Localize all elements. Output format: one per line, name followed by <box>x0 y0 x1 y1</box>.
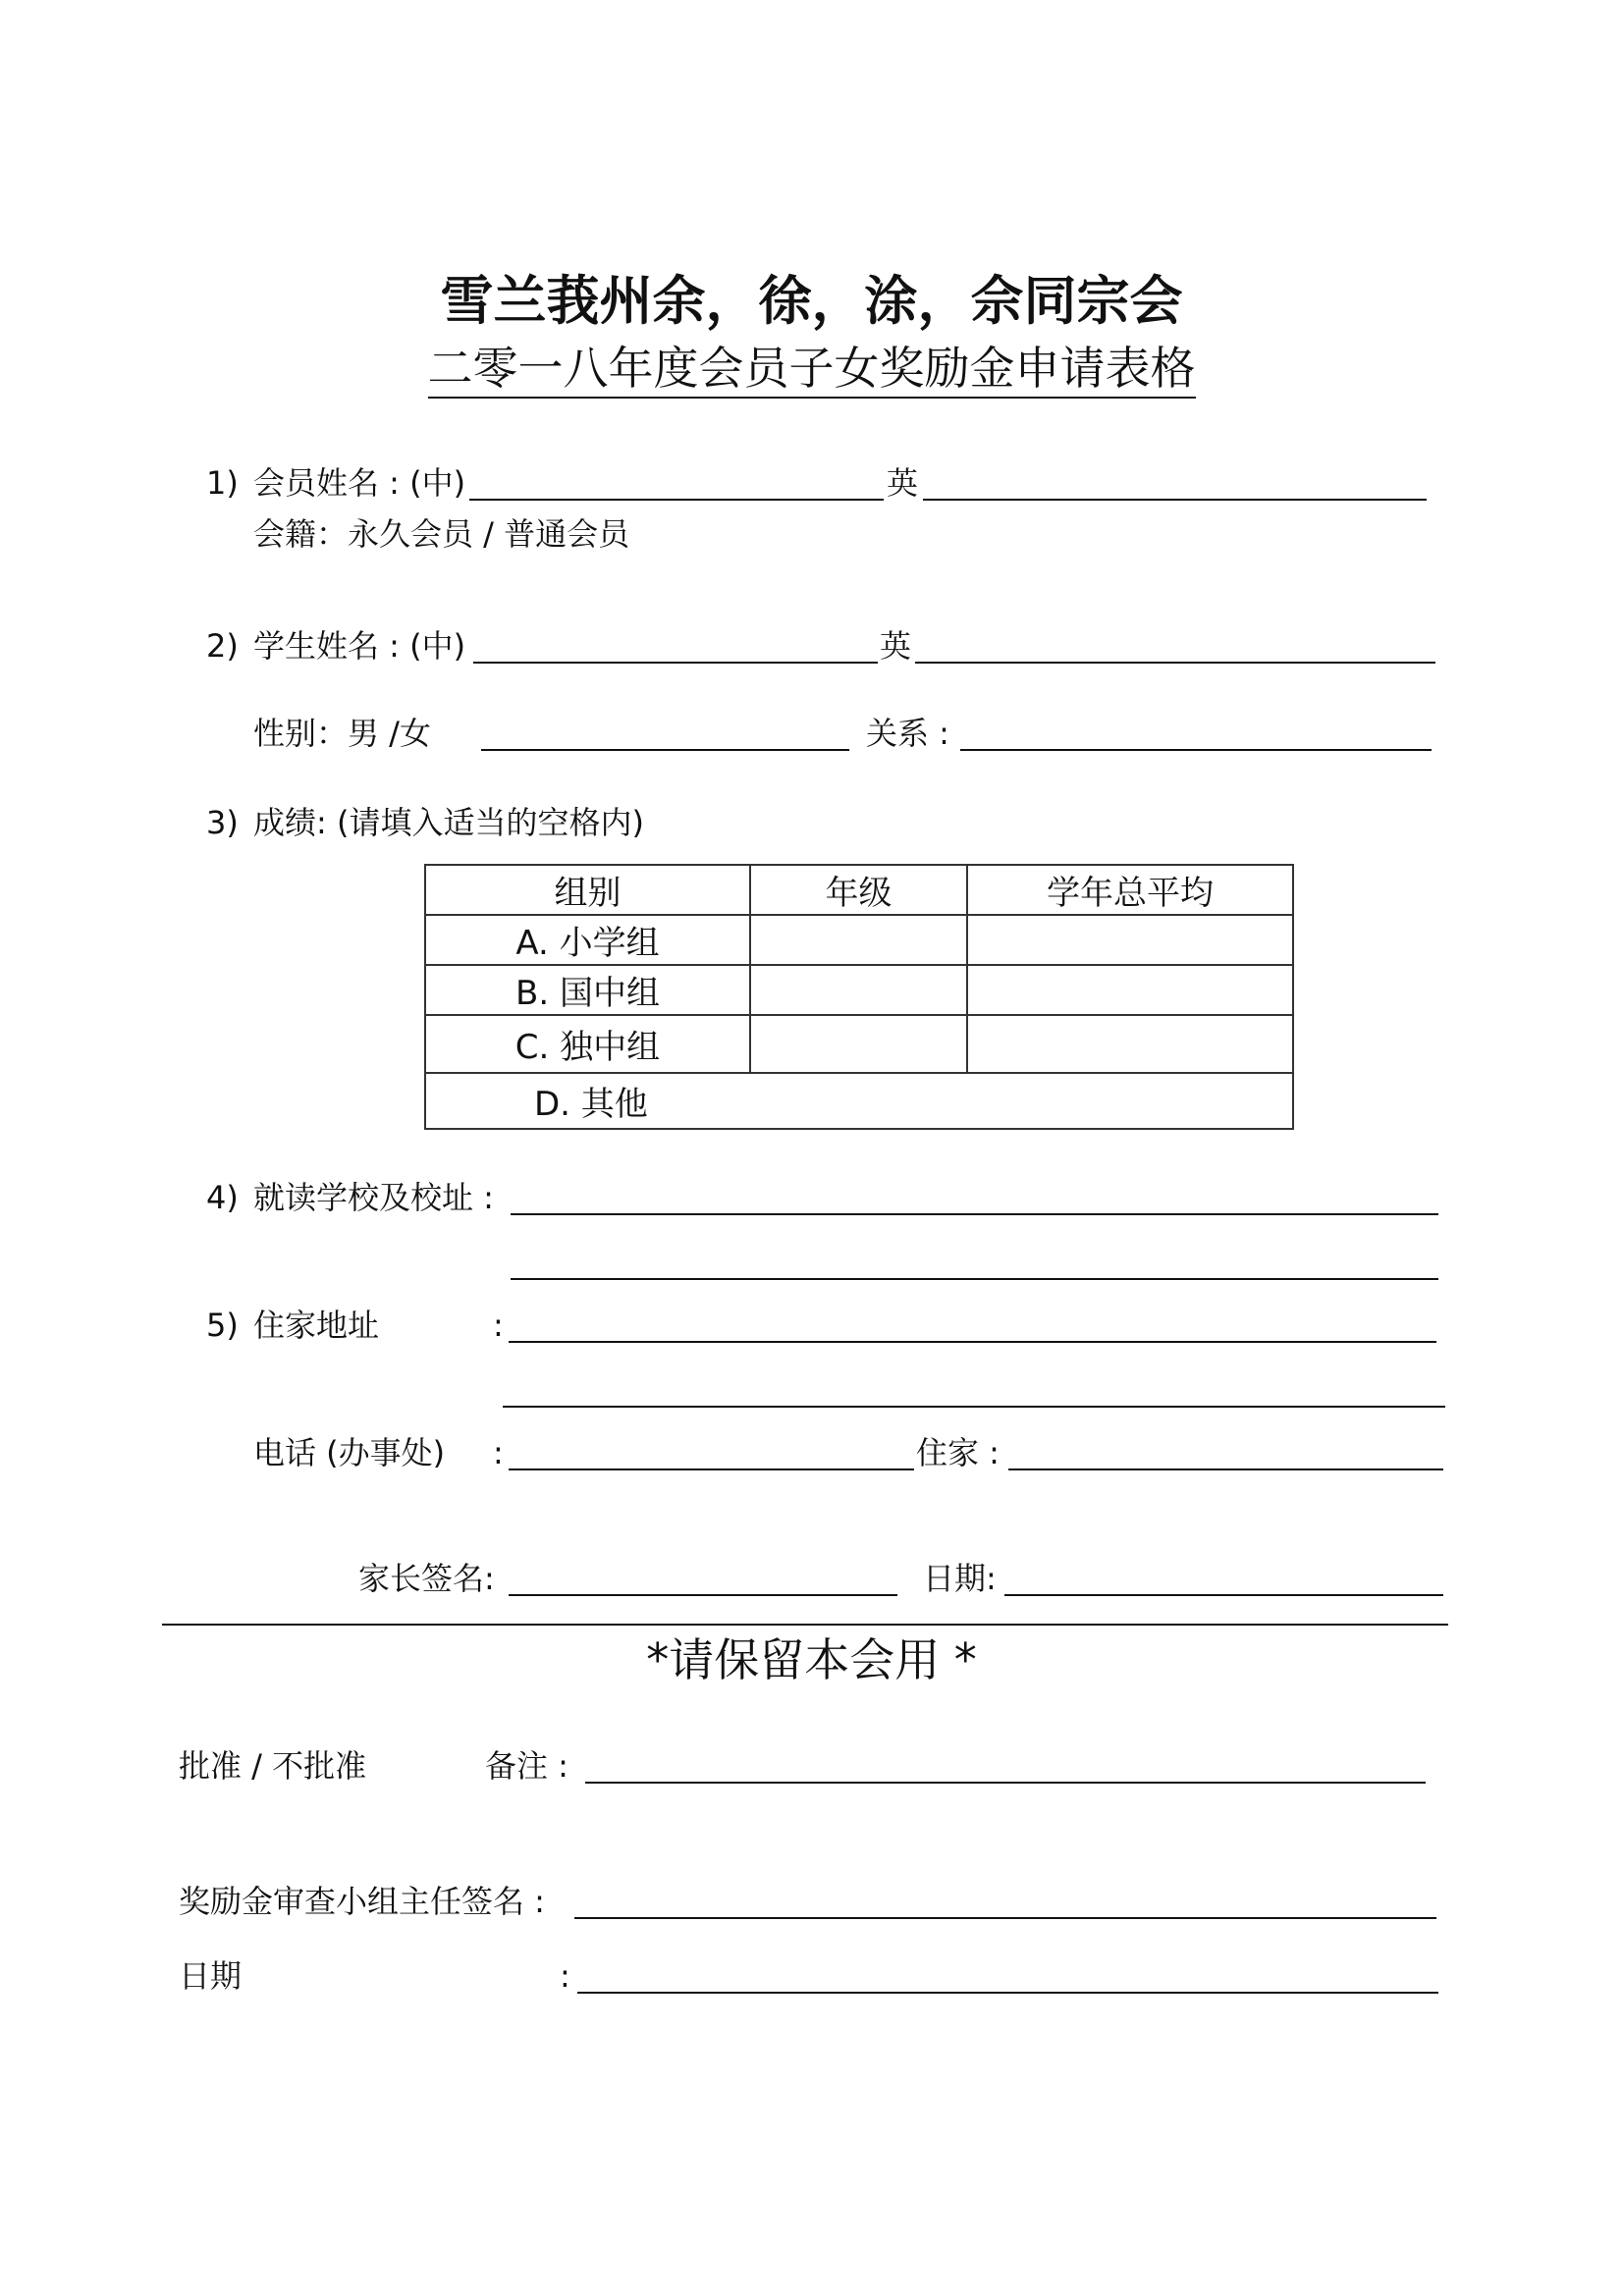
grade-cell-primary[interactable] <box>750 915 967 965</box>
table-row <box>425 965 1293 1015</box>
row-group-primary: A. 小学组 <box>425 915 750 965</box>
header-average: 学年总平均 <box>967 865 1293 915</box>
address-label: 住家地址 <box>253 1307 380 1344</box>
gender-field[interactable] <box>481 749 849 751</box>
grades-header-row <box>425 865 1293 915</box>
form-title: 雪兰莪州余，徐，涂，佘同宗会 <box>440 270 1183 332</box>
average-cell-primary[interactable] <box>967 915 1293 965</box>
member-name-en-field[interactable] <box>923 499 1427 501</box>
address-field-line-1[interactable] <box>509 1341 1436 1343</box>
row-group-national: B. 国中组 <box>425 965 750 1015</box>
director-signature-field[interactable] <box>574 1917 1436 1919</box>
phone-office-label: 电话 (办事处) <box>253 1434 446 1471</box>
signature-date-label: 日期: <box>923 1560 997 1597</box>
office-date-field[interactable] <box>577 1992 1438 1994</box>
q1-number: 1) <box>206 464 239 502</box>
gender-label: 性别：男 /女 <box>253 715 431 752</box>
table-row <box>425 1073 1293 1129</box>
phone-office-colon: : <box>493 1434 504 1471</box>
member-name-cn-field[interactable] <box>469 499 884 501</box>
parent-signature-label: 家长签名: <box>358 1560 495 1597</box>
phone-home-label: 住家 : <box>916 1434 1000 1471</box>
form-subtitle <box>0 340 1623 397</box>
q3-number: 3) <box>206 804 239 841</box>
member-name-label: 会员姓名 : (中) <box>253 464 466 502</box>
parent-signature-field[interactable] <box>509 1594 897 1596</box>
row-group-independent: C. 独中组 <box>425 1015 750 1073</box>
office-date-label: 日期 <box>179 1957 243 1995</box>
remark-field[interactable] <box>585 1782 1426 1784</box>
relation-label: 关系 : <box>866 715 949 752</box>
office-date-colon: : <box>560 1957 570 1995</box>
address-colon: : <box>493 1307 504 1344</box>
average-cell-independent[interactable] <box>967 1015 1293 1073</box>
grade-cell-independent[interactable] <box>750 1015 967 1073</box>
average-cell-national[interactable] <box>967 965 1293 1015</box>
office-use-title: *请保留本会用 * <box>646 1633 977 1686</box>
member-name-en-label: 英 <box>887 464 919 502</box>
signature-date-field[interactable] <box>1004 1594 1443 1596</box>
school-label: 就读学校及校址 : <box>253 1179 494 1216</box>
section-divider <box>162 1624 1448 1626</box>
table-row <box>425 1015 1293 1073</box>
director-signature-label: 奖励金审查小组主任签名 : <box>179 1883 545 1920</box>
address-field-line-2[interactable] <box>503 1406 1445 1408</box>
grades-table <box>424 864 1294 1130</box>
table-row <box>425 915 1293 965</box>
school-field-line-2[interactable] <box>511 1278 1438 1280</box>
school-field-line-1[interactable] <box>511 1213 1438 1215</box>
form-subtitle-text: 二零一八年度会员子女奖励金申请表格 <box>428 342 1196 399</box>
header-group: 组别 <box>425 865 750 915</box>
grade-cell-national[interactable] <box>750 965 967 1015</box>
relation-field[interactable] <box>960 749 1432 751</box>
q4-number: 4) <box>206 1179 239 1216</box>
student-name-en-label: 英 <box>880 627 912 665</box>
grades-label: 成绩: (请填入适当的空格内) <box>253 804 644 841</box>
phone-office-field[interactable] <box>509 1468 914 1470</box>
approve-label: 批准 / 不批准 <box>179 1747 367 1785</box>
student-name-en-field[interactable] <box>915 662 1435 664</box>
phone-home-field[interactable] <box>1008 1468 1443 1470</box>
q2-number: 2) <box>206 627 239 665</box>
student-name-cn-field[interactable] <box>473 662 878 664</box>
remark-label: 备注 : <box>485 1747 568 1785</box>
row-group-other[interactable]: D. 其他 <box>425 1073 1293 1129</box>
student-name-label: 学生姓名 : (中) <box>253 627 466 665</box>
q5-number: 5) <box>206 1307 239 1344</box>
membership-label: 会籍：永久会员 / 普通会员 <box>253 515 630 553</box>
header-grade: 年级 <box>750 865 967 915</box>
